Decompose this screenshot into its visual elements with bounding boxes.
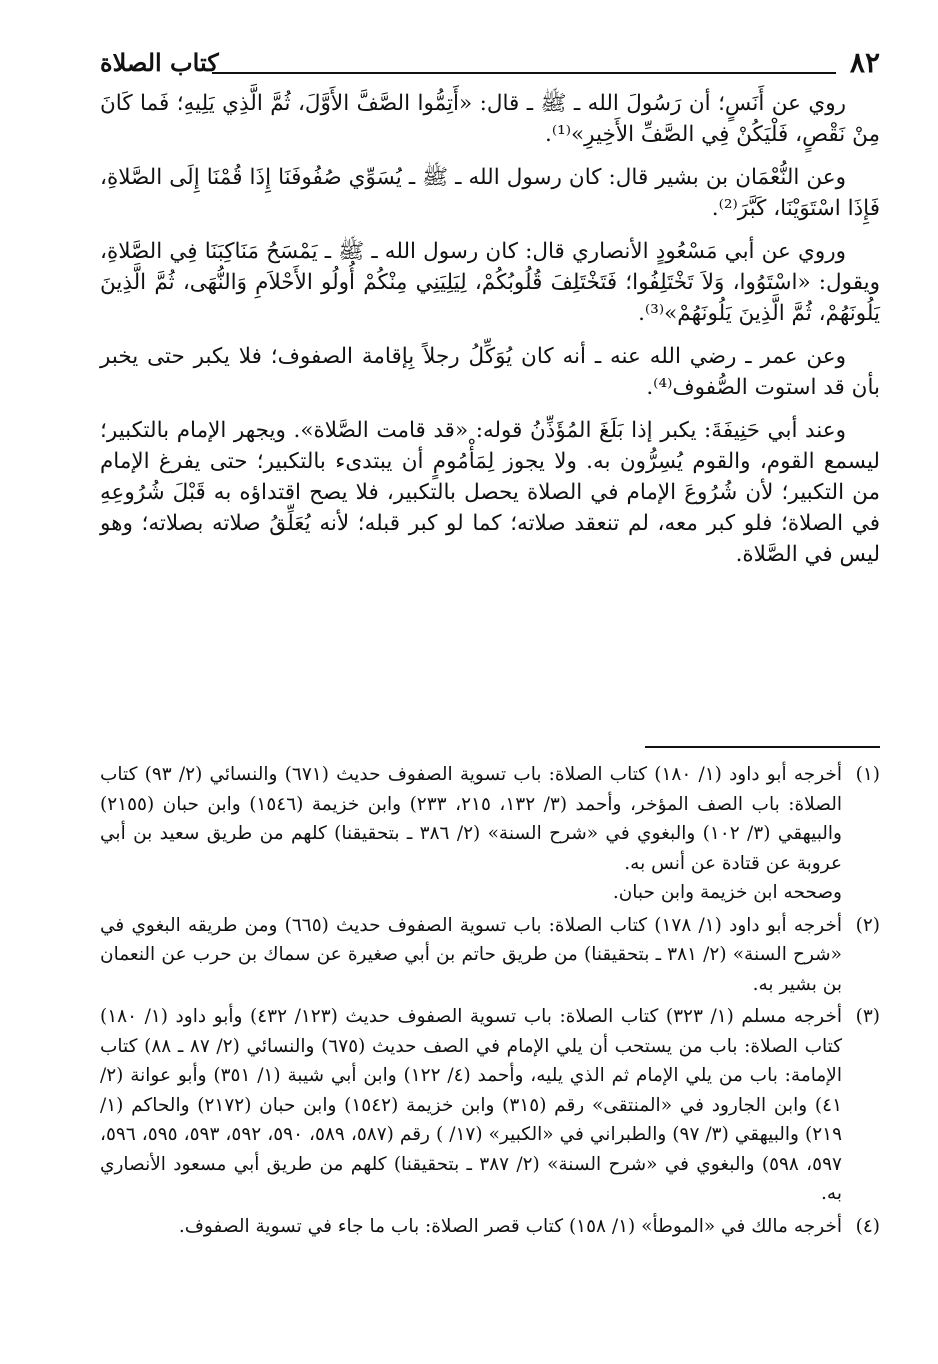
paragraph: وروي عن أبي مَسْعُودٍ الأنصاري قال: كان رسول الله ـ ﷺ ـ يَمْسَحُ مَنَاكِبَنَا فِي الصَّلاةِ، ويقول: «اسْتَوُوا، وَلاَ تَخْتَلِفُوا؛ فَتَخْتَلِفَ قُلُوبُكُمْ، لِيَلِيَنِي مِنْكُمْ أُولُو الأَحْلاَمِ وَالنُّهَى، ثُمَّ الَّذِينَ يَلُونَهُمْ، ثُمَّ الَّذِينَ يَلُونَهُمْ»⁽³⁾. xyxy=(100,239,880,326)
running-title: كتاب الصلاة xyxy=(100,48,219,77)
paragraph: وعند أبي حَنِيفَةَ: يكبر إذا بَلَغَ المُؤَذِّنُ قوله: «قد قامت الصَّلاة». ويجهر الإمام بالتكبير؛ ليسمع القوم، والقوم يُسِرُّون به. ولا يجوز لِمَأْمُومٍ أن يبتدىء بالتكبير؛ حتى يفرغ الإمام من التكبير؛ لأن شُرُوعَ الإمام في الصلاة يحصل بالتكبير، فلا يصح اقتداؤه به قَبْلَ شُرُوعِهِ في الصلاة؛ فلو كبر معه، لم تنعقد صلاته؛ كما لو كبر قبله؛ لأنه يُعَلِّقُ صلاته بصلاته؛ وهو ليس في الصَّلاة. xyxy=(100,418,880,567)
footnote-number: (٢) xyxy=(855,914,880,936)
footnote-number: (٣) xyxy=(855,1006,880,1027)
footnote xyxy=(100,760,880,908)
page-header xyxy=(100,44,880,84)
footnote-note: وصححه ابن خزيمة وابن حبان. xyxy=(612,882,842,903)
header-rule xyxy=(212,72,836,74)
footnote-divider xyxy=(645,746,880,748)
footnote-number: (١) xyxy=(855,764,880,785)
footnotes xyxy=(100,760,880,1244)
footnote xyxy=(100,911,880,1000)
footnote xyxy=(100,1212,880,1242)
page-number: ٨٢ xyxy=(849,46,880,79)
paragraph: وعن عمر ـ رضي الله عنه ـ أنه كان يُوَكِّلُ رجلاً بِإقامة الصفوف؛ فلا يكبر حتى يخبر بأن قد استوت الصُّفوف⁽⁴⁾. xyxy=(100,344,880,400)
paragraph: وعن النُّعْمَان بن بشير قال: كان رسول الله ـ ﷺ ـ يُسَوِّي صُفُوفَنَا إِذَا قُمْنَا إِلَى الصَّلاةِ، فَإِذَا اسْتَوَيْنَا، كَبَّرَ⁽²⁾. xyxy=(100,165,880,221)
footnote xyxy=(100,1002,880,1209)
footnote-number: (٤) xyxy=(855,1215,880,1237)
footnote-text: أخرجه أبو داود (١/ ١٨٠) كتاب الصلاة: باب تسوية الصفوف حديث (٦٧١) والنسائي (٢/ ٩٣) كتاب الصلاة: باب الصف المؤخر، وأحمد (٣/ ١٣٢، ٢١٥، ٢٣٣) وابن خزيمة (١٥٤٦) وابن حبان (٢١٥٥) والبيهقي (٣/ ١٠٢) والبغوي في «شرح السنة» (٢/ ٣٨٦ ـ بتحقيقنا) كلهم من طريق سعيد بن أبي عروبة عن قتادة عن أنس به. xyxy=(100,764,843,874)
footnote-text: أخرجه أبو داود (١/ ١٧٨) كتاب الصلاة: باب تسوية الصفوف حديث (٦٦٥) ومن طريقه البغوي في «شرح السنة» (٢/ ٣٨١ ـ بتحقيقنا) من طريق حاتم بن أبي صغيرة عن سماك بن حرب عن النعمان بن بشير به. xyxy=(100,914,842,995)
footnote-text: أخرجه مالك في «الموطأ» (١/ ١٥٨) كتاب قصر الصلاة: باب ما جاء في تسوية الصفوف. xyxy=(178,1215,842,1237)
footnote-text: أخرجه مسلم (١/ ٣٢٣) كتاب الصلاة: باب تسوية الصفوف حديث (١٢٣/ ٤٣٢) وأبو داود (١/ ١٨٠) كتاب الصلاة: باب من يستحب أن يلي الإمام في الصف حديث (٦٧٥) والنسائي (٢/ ٨٧ ـ ٨٨) كتاب الإمامة: باب من يلي الإمام ثم الذي يليه، وأحمد (٤/ ١٢٢) وابن أبي شيبة (١/ ٣٥١) وأبو عوانة (٢/ ٤١) وابن الجارود في «المنتقى» رقم (٣١٥) وابن خزيمة (١٥٤٢) وابن حبان (٢١٧٢) والحاكم (١/ ٢١٩) والبيهقي (٣/ ٩٧) والطبراني في «الكبير» (١٧/ ) رقم (٥٨٧، ٥٨٩، ٥٩٠، ٥٩٢، ٥٩٣، ٥٩٥، ٥٩٦، ٥٩٧، ٥٩٨) والبغوي في «شرح السنة» (٢/ ٣٨٧ ـ بتحقيقنا) كلهم من طريق أبي مسعود الأنصاري به. xyxy=(100,1006,843,1204)
main-text xyxy=(100,88,880,582)
paragraph: روي عن أَنَسٍ؛ أن رَسُولَ الله ـ ﷺ ـ قال: «أَتِمُّوا الصَّفَّ الأَوَّلَ، ثُمَّ الَّذِي يَلِيهِ؛ فَما كَانَ مِنْ نَقْصٍ، فَلْيَكُنْ فِي الصَّفِّ الأَخِيرِ»⁽¹⁾. xyxy=(100,91,880,147)
